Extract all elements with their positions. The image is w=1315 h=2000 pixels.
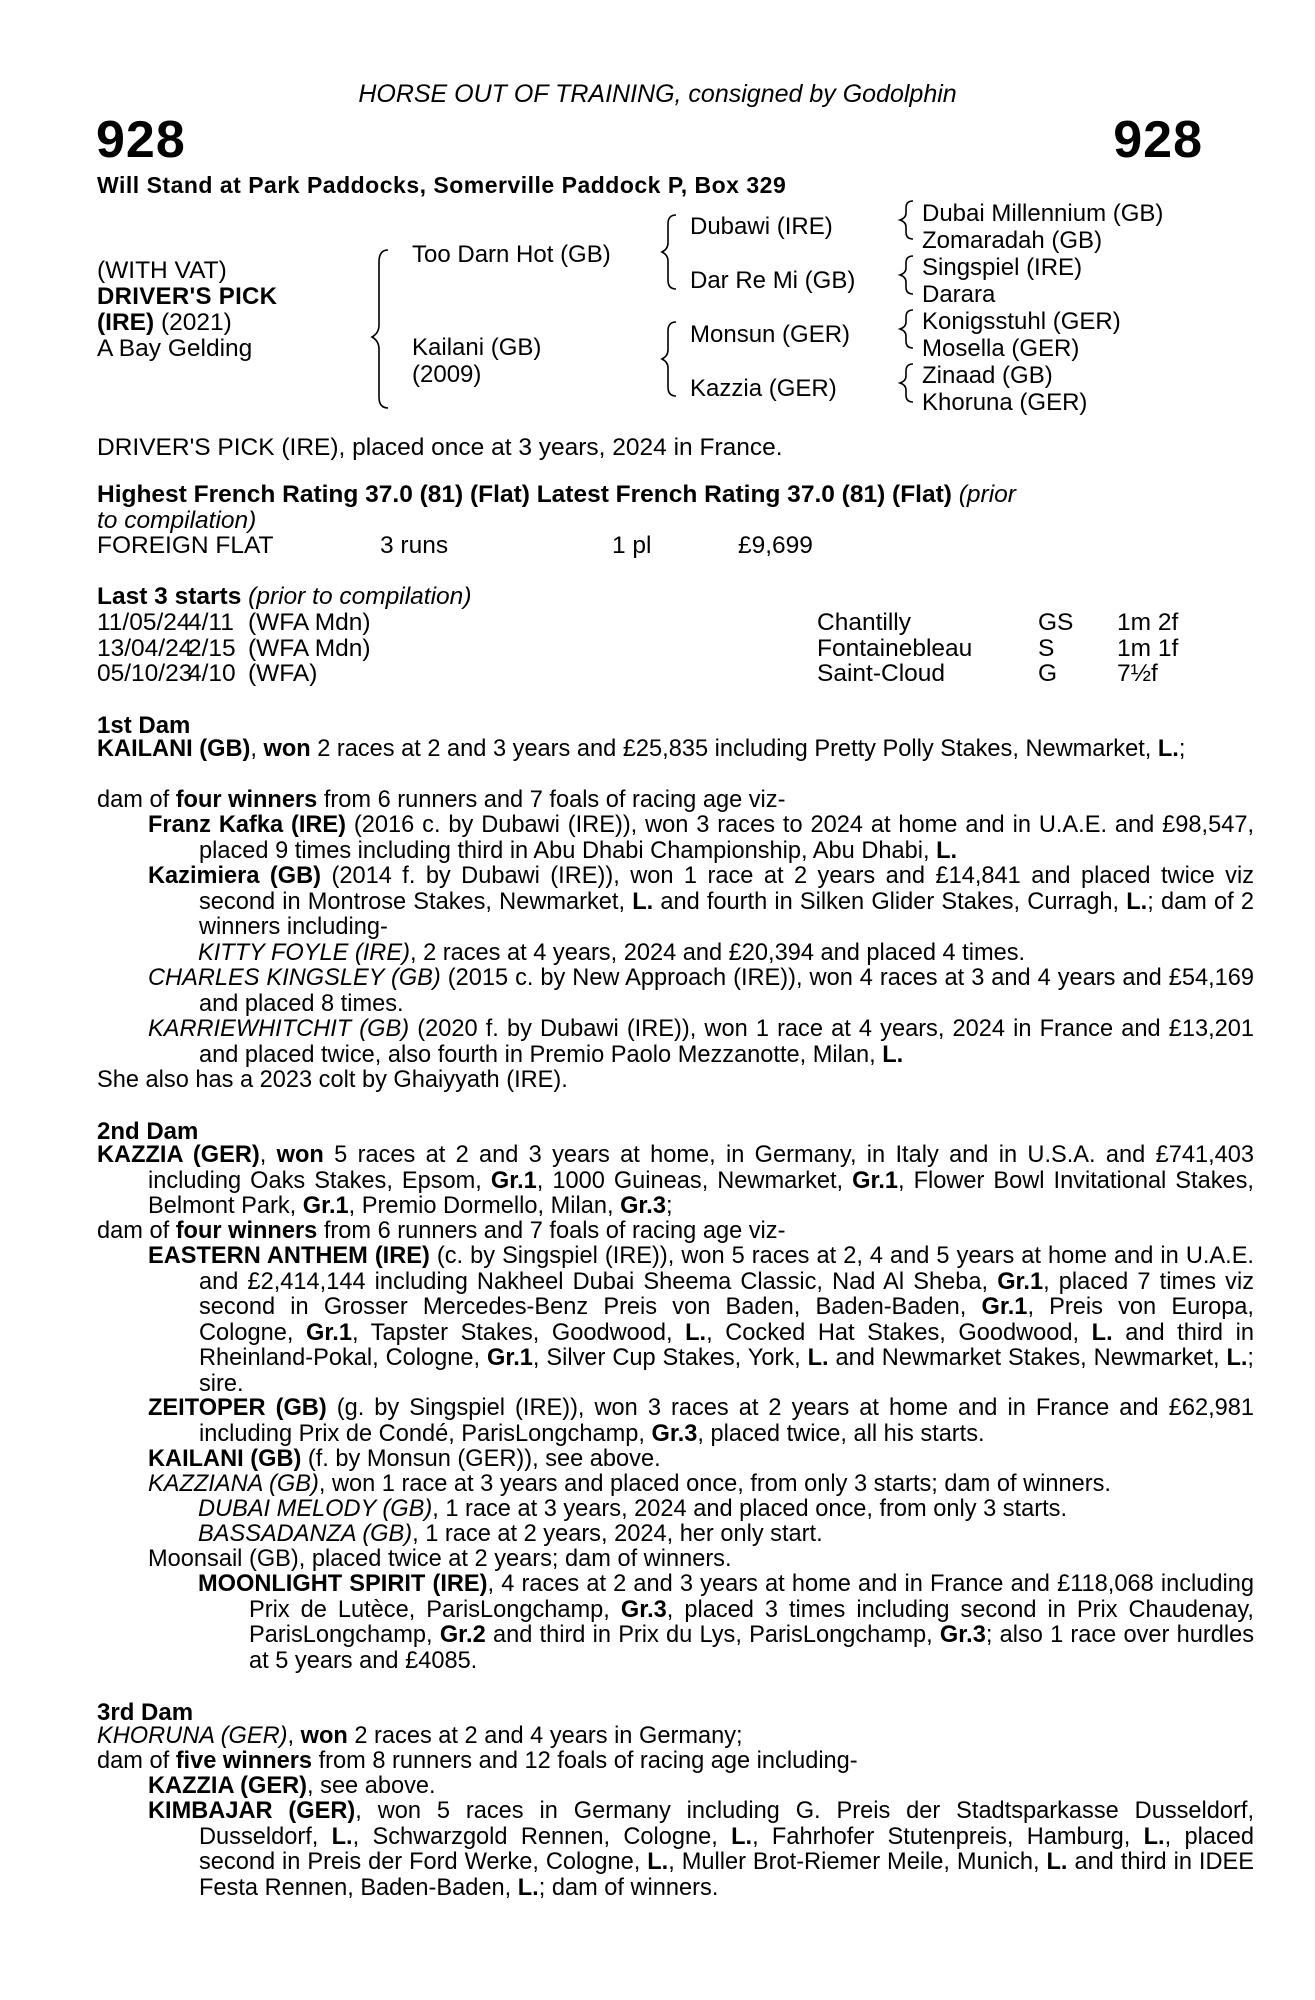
ratings-bold: Highest French Rating 37.0 (81) (Flat) Latest French Rating 37.0 (81) (Flat) (97, 481, 952, 508)
pedigree-dds: Zinaad (GB) (922, 362, 1053, 389)
produce-kimbajar: KIMBAJAR (GER), won 5 races in Germany including G. Preis der Stadtsparkasse Dusseldorf, Dusseldorf, L., Schwarzgold Rennen, Cologne, L., Fahrhofer Stutenpreis, Hamburg, L., placed second in Preis der Ford Werke, Cologne, L., Muller Brot-Riemer Meile, Munich, L. and third in IDEE Festa Rennen, Baden-Baden, L.; dam of winners. (148, 1798, 1255, 1901)
produce-kitty-foyle: KITTY FOYLE (IRE), 2 races at 4 years, 2024 and £20,394 and placed 4 times. (198, 940, 1026, 966)
second-dam-heading: 2nd Dam (97, 1118, 199, 1145)
produce-karriewhitchit: KARRIEWHITCHIT (GB) (2020 f. by Dubawi (IRE)), won 1 race at 4 years, 2024 in France and £13,201 and placed twice, also fourth in Premio Paolo Mezzanotte, Milan, L. (148, 1016, 1254, 1068)
stand-location: Will Stand at Park Paddocks, Somerville Paddock P, Box 329 (97, 172, 787, 198)
last-start-going: S (1038, 634, 1055, 662)
produce-franz-kafka: Franz Kafka (IRE) (2016 c. by Dubawi (IRE)), won 3 races to 2024 at home and in U.A.E. and £98,547, placed 9 times including third in Abu Dhabi Championship, Abu Dhabi, L. (148, 812, 1254, 864)
produce-dubai-melody: DUBAI MELODY (GB), 1 race at 3 years, 2024 and placed once, from only 3 starts. (198, 1496, 1067, 1522)
last-start-race: (WFA Mdn) (248, 609, 371, 636)
produce-charles-kingsley: CHARLES KINGSLEY (GB) (2015 c. by New Approach (IRE)), won 4 races at 3 and 4 years and £54,169 and placed 8 times. (148, 965, 1254, 1017)
third-dam-produce-summary: dam of five winners from 8 runners and 12 foals of racing age including- (97, 1748, 858, 1774)
first-dam-produce-summary: dam of four winners from 6 runners and 7 foals of racing age viz- (97, 787, 786, 813)
horse-country: (IRE) (97, 309, 155, 336)
lot-number-right: 928 (1113, 111, 1203, 169)
pedigree-dsd: Mosella (GER) (922, 335, 1080, 362)
produce-bassadanza: BASSADANZA (GB), 1 race at 2 years, 2024, her only start. (198, 1521, 823, 1547)
pedigree-sdd: Darara (922, 281, 996, 308)
last-start-pos: 4/10 (188, 660, 236, 688)
last-start-course: Chantilly (817, 609, 911, 636)
ratings-line (97, 482, 1016, 508)
produce-moonsail: Moonsail (GB), placed twice at 2 years; dam of winners. (148, 1546, 732, 1572)
pedigree-sire: Too Darn Hot (GB) (412, 241, 611, 268)
pedigree-ddd: Khoruna (GER) (922, 389, 1088, 416)
first-dam-heading: 1st Dam (97, 712, 191, 739)
last-starts-title: Last 3 starts (97, 583, 242, 610)
pedigree-sss: Dubai Millennium (GB) (922, 200, 1164, 227)
second-dam-produce-summary: dam of four winners from 6 runners and 7 foals of racing age viz- (97, 1218, 786, 1244)
pedigree-ssd: Zomaradah (GB) (922, 227, 1103, 254)
horse-year: (2021) (154, 309, 232, 336)
produce-zeitoper: ZEITOPER (GB) (g. by Singspiel (IRE)), won 3 races at 2 years at home and in France and £62,981 including Prix de Condé, ParisLongchamp, Gr.3, placed twice, all his starts. (148, 1395, 1254, 1447)
produce-kazziana: KAZZIANA (GB), won 1 race at 3 years and placed once, from only 3 starts; dam of winners. (148, 1471, 1111, 1497)
produce-kazimiera: Kazimiera (GB) (2014 f. by Dubawi (IRE)), won 1 race at 2 years and £14,841 and placed twice viz second in Montrose Stakes, Newmarket, L. and fourth in Silken Glider Stakes, Curragh, L.; dam of 2 winners including- (148, 863, 1255, 941)
record-label: FOREIGN FLAT (97, 532, 274, 559)
last-start-race: (WFA Mdn) (248, 634, 371, 662)
pedigree-dss: Konigsstuhl (GER) (922, 308, 1121, 335)
first-dam-also: She also has a 2023 colt by Ghaiyyath (IRE). (97, 1067, 568, 1093)
last-start-date: 13/04/24 (97, 634, 193, 662)
first-dam-record: KAILANI (GB), won 2 races at 2 and 3 years and £25,835 including Pretty Polly Stakes, Newmarket, L.; (97, 736, 1186, 762)
vat-note: (WITH VAT) (97, 257, 227, 284)
record-placed: 1 pl (612, 532, 652, 559)
last-starts-heading (97, 584, 471, 610)
ratings-note-1: (prior (958, 481, 1016, 508)
horse-summary: DRIVER'S PICK (IRE), placed once at 3 years, 2024 in France. (97, 434, 783, 461)
last-start-dist: 1m 2f (1117, 609, 1179, 636)
consignment-header: HORSE OUT OF TRAINING, consigned by Godolphin (358, 80, 957, 108)
record-runs: 3 runs (380, 532, 449, 559)
record-earnings: £9,699 (738, 532, 813, 559)
horse-description: A Bay Gelding (97, 335, 253, 362)
ratings-note-2: to compilation) (97, 507, 257, 534)
pedigree-dam-sire: Monsun (GER) (690, 321, 851, 348)
pedigree-sire-dam: Dar Re Mi (GB) (690, 267, 856, 294)
pedigree-dam: Kailani (GB) (412, 334, 542, 361)
last-start-going: G (1038, 660, 1058, 688)
produce-kazzia: KAZZIA (GER), see above. (148, 1773, 436, 1799)
last-start-date: 11/05/24 (97, 609, 191, 636)
horse-name: DRIVER'S PICK (97, 283, 278, 310)
third-dam-heading: 3rd Dam (97, 1699, 194, 1726)
third-dam-record: KHORUNA (GER), won 2 races at 2 and 4 years in Germany; (97, 1723, 743, 1749)
last-start-dist: 7½f (1117, 660, 1158, 688)
produce-kailani: KAILANI (GB) (f. by Monsun (GER)), see above. (148, 1446, 661, 1472)
last-start-dist: 1m 1f (1117, 634, 1179, 662)
last-start-pos: 2/15 (188, 634, 236, 662)
last-start-course: Saint-Cloud (817, 660, 946, 688)
produce-eastern-anthem: EASTERN ANTHEM (IRE) (c. by Singspiel (IRE)), won 5 races at 2, 4 and 5 years at home and in U.A.E. and £2,414,144 including Nakheel Dubai Sheema Classic, Nad Al Sheba, Gr.1, placed 7 times viz second in Grosser Mercedes-Benz Preis von Baden, Baden-Baden, Gr.1, Preis von Europa, Cologne, Gr.1, Tapster Stakes, Goodwood, L., Cocked Hat Stakes, Goodwood, L. and third in Rheinland-Pokal, Cologne, Gr.1, Silver Cup Stakes, York, L. and Newmarket Stakes, Newmarket, L.; sire. (148, 1243, 1254, 1397)
pedigree-sire-sire: Dubawi (IRE) (690, 213, 833, 240)
second-dam-record: KAZZIA (GER), won 5 races at 2 and 3 years at home, in Germany, in Italy and in U.S.A. and £741,403 including Oaks Stakes, Epsom, Gr.1, 1000 Guineas, Newmarket, Gr.1, Flower Bowl Invitational Stakes, Belmont Park, Gr.1, Premio Dormello, Milan, Gr.3; (97, 1142, 1254, 1220)
pedigree-dam-dam: Kazzia (GER) (690, 375, 837, 402)
last-start-pos: 4/11 (188, 609, 234, 636)
last-start-course: Fontainebleau (817, 634, 973, 662)
pedigree-dam-year: (2009) (412, 361, 482, 388)
produce-moonlight-spirit: MOONLIGHT SPIRIT (IRE), 4 races at 2 and 3 years at home and in France and £118,068 including Prix de Lutèce, ParisLongchamp, Gr.3, placed 3 times including second in Prix Chaudenay, ParisLongchamp, Gr.2 and third in Prix du Lys, ParisLongchamp, Gr.3; also 1 race over hurdles at 5 years and £4085. (198, 1571, 1254, 1674)
last-start-going: GS (1038, 609, 1074, 636)
last-start-race: (WFA) (248, 660, 318, 688)
last-starts-note: (prior to compilation) (248, 583, 472, 610)
last-start-date: 05/10/23 (97, 660, 193, 688)
pedigree-sds: Singspiel (IRE) (922, 254, 1083, 281)
lot-number-left: 928 (96, 111, 186, 169)
